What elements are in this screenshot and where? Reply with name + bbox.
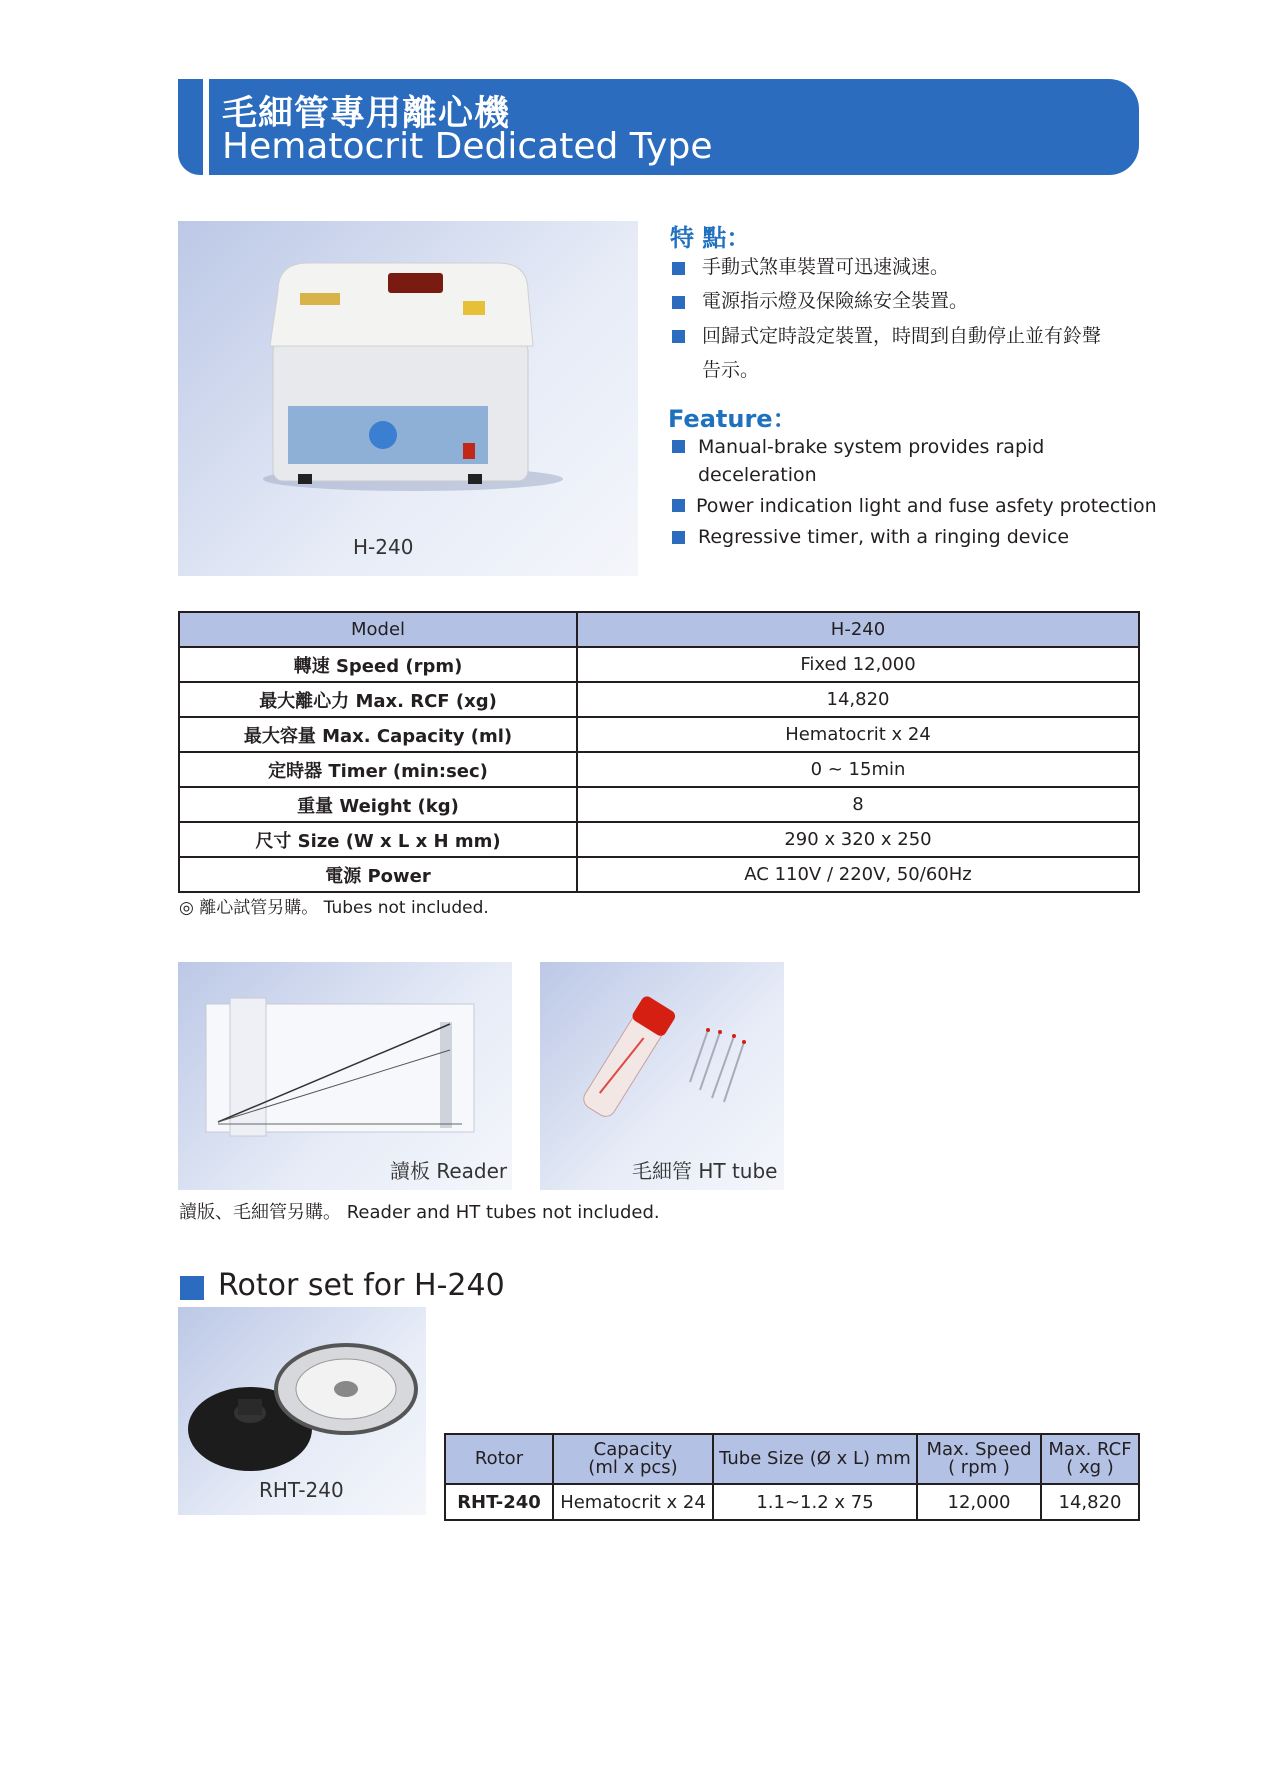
rotor-header-max-speed xyxy=(917,1434,1041,1484)
spec-value: 8 xyxy=(577,787,1139,822)
feature-en-3: Regressive timer, with a ringing device xyxy=(698,526,1070,548)
page-title-zh: 毛細管專用離心機 xyxy=(222,94,511,134)
feature-zh-3-cont: 告示。 xyxy=(702,359,760,381)
feature-en-1-cont: deceleration xyxy=(698,464,817,486)
title-banner-divider xyxy=(203,79,209,175)
page-title-en: Hematocrit Dedicated Type xyxy=(222,126,713,167)
table-row xyxy=(179,717,1139,752)
bullet-square xyxy=(672,440,685,453)
bullet-square xyxy=(672,531,685,544)
table-row xyxy=(179,682,1139,717)
spec-label: 定時器 Timer (min:sec) xyxy=(179,752,577,787)
rotor-cell-tube-size: 1.1~1.2 x 75 xyxy=(713,1484,917,1520)
accessories-note: 讀版、毛細管另購。 Reader and HT tubes not included. xyxy=(179,1202,660,1223)
feature-en-2: Power indication light and fuse asfety protection xyxy=(696,495,1157,517)
ht-tube-caption: 毛細管 HT tube xyxy=(632,1159,778,1183)
rotor-cell-max-rcf: 14,820 xyxy=(1041,1484,1139,1520)
spec-header-row xyxy=(179,612,1139,647)
table-row xyxy=(179,857,1139,892)
title-banner-tab xyxy=(178,79,206,175)
spec-header-model: Model xyxy=(179,612,577,647)
section-bullet-square xyxy=(180,1276,204,1300)
rotor-header-row xyxy=(445,1434,1139,1484)
product-caption: H-240 xyxy=(353,535,414,559)
spec-label: 尺寸 Size (W x L x H mm) xyxy=(179,822,577,857)
spec-value: 0 ~ 15min xyxy=(577,752,1139,787)
spec-value: AC 110V / 220V, 50/60Hz xyxy=(577,857,1139,892)
features-heading-zh: 特 點： xyxy=(670,224,751,252)
rotor-header-capacity-line2: (ml x pcs) xyxy=(588,1457,678,1478)
rotor-caption: RHT-240 xyxy=(259,1478,344,1502)
rotor-header-max-rcf-line2: ( xg ) xyxy=(1066,1457,1114,1478)
rotor-header-tube-size: Tube Size (Ø x L) mm xyxy=(713,1434,917,1484)
ht-tube-photo xyxy=(540,962,784,1190)
table-row xyxy=(179,822,1139,857)
rotor-header-max-rcf xyxy=(1041,1434,1139,1484)
spec-label: 最大離心力 Max. RCF (xg) xyxy=(179,682,577,717)
rotor-header-max-speed-line2: ( rpm ) xyxy=(948,1457,1010,1478)
spec-value: Hematocrit x 24 xyxy=(577,717,1139,752)
rotor-header-capacity-line1: Capacity xyxy=(593,1439,673,1460)
rotor-header-max-rcf-line1: Max. RCF xyxy=(1048,1439,1132,1460)
rotor-cell-capacity: Hematocrit x 24 xyxy=(553,1484,713,1520)
spec-value: 14,820 xyxy=(577,682,1139,717)
centrifuge-illustration xyxy=(178,221,638,576)
tubes-note: ◎ 離心試管另購。 Tubes not included. xyxy=(179,898,489,918)
product-photo xyxy=(178,221,638,576)
features-heading-en: Feature： xyxy=(668,405,797,433)
spec-value: Fixed 12,000 xyxy=(577,647,1139,682)
table-row xyxy=(445,1484,1139,1520)
feature-zh-2: 電源指示燈及保險絲安全裝置。 xyxy=(702,290,969,312)
spec-label: 最大容量 Max. Capacity (ml) xyxy=(179,717,577,752)
spec-label: 轉速 Speed (rpm) xyxy=(179,647,577,682)
feature-en-1: Manual-brake system provides rapid xyxy=(698,436,1045,458)
spec-value: 290 x 320 x 250 xyxy=(577,822,1139,857)
table-row xyxy=(179,752,1139,787)
rotor-header-rotor: Rotor xyxy=(445,1434,553,1484)
rotor-section-title: Rotor set for H-240 xyxy=(218,1268,505,1303)
rotor-photo xyxy=(178,1307,426,1515)
table-row xyxy=(179,647,1139,682)
bullet-square xyxy=(672,499,685,512)
spec-label: 重量 Weight (kg) xyxy=(179,787,577,822)
table-row xyxy=(179,787,1139,822)
spec-table xyxy=(178,611,1140,893)
rotor-cell-max-speed: 12,000 xyxy=(917,1484,1041,1520)
spec-header-value: H-240 xyxy=(577,612,1139,647)
rotor-header-capacity xyxy=(553,1434,713,1484)
spec-label: 電源 Power xyxy=(179,857,577,892)
feature-zh-3: 回歸式定時設定裝置，時間到自動停止並有鈴聲 xyxy=(702,325,1102,347)
bullet-square xyxy=(672,330,685,343)
rotor-table xyxy=(444,1433,1140,1521)
bullet-square xyxy=(672,262,685,275)
reader-photo xyxy=(178,962,512,1190)
reader-caption: 讀板 Reader xyxy=(390,1159,508,1183)
feature-zh-1: 手動式煞車裝置可迅速減速。 xyxy=(702,256,950,278)
rotor-header-max-speed-line1: Max. Speed xyxy=(926,1439,1032,1460)
bullet-square xyxy=(672,296,685,309)
rotor-cell-model: RHT-240 xyxy=(445,1484,553,1520)
